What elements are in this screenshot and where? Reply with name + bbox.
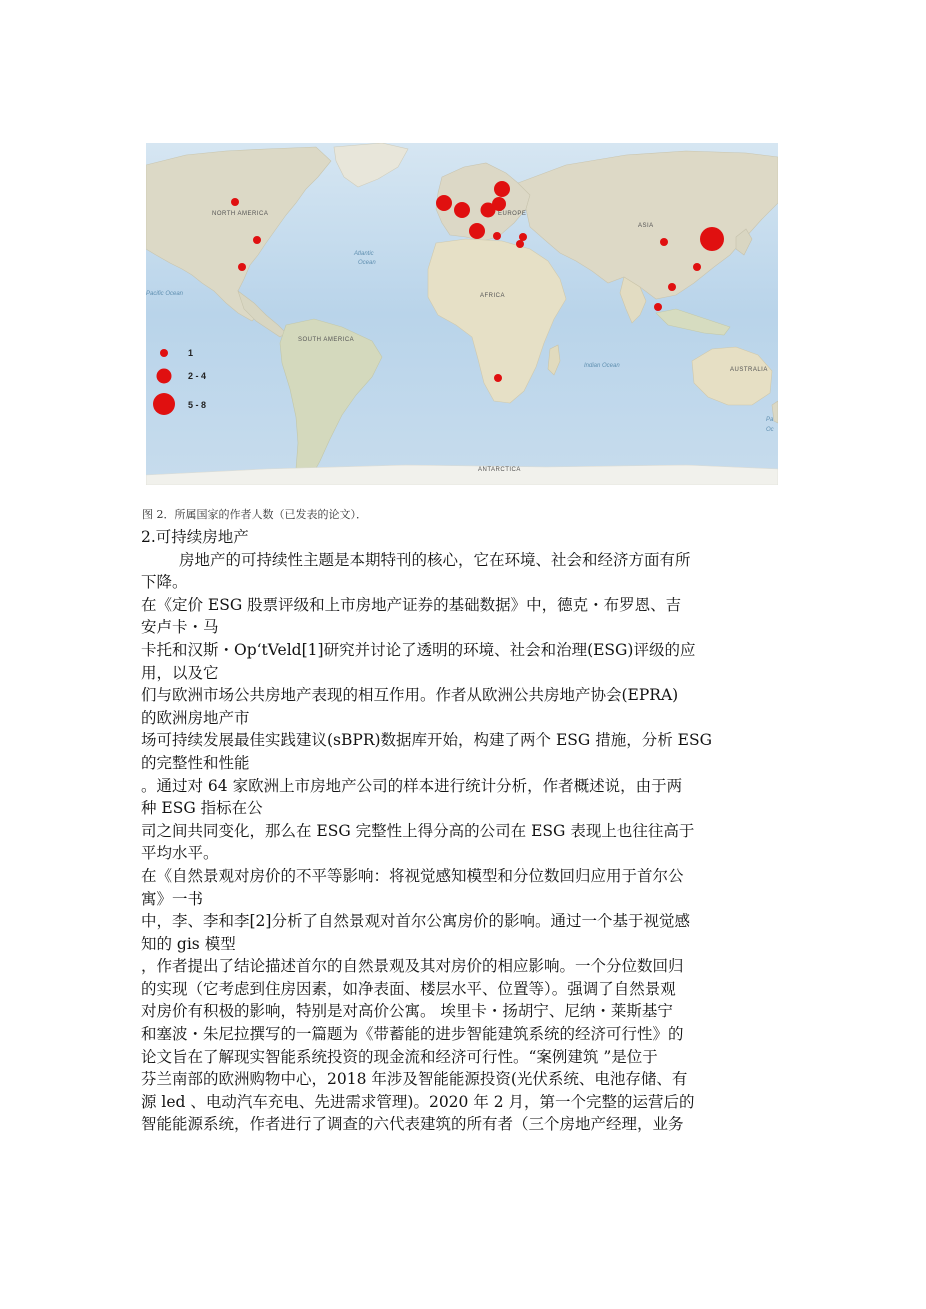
label-atlantic-ocean-2: Ocean	[358, 260, 376, 266]
marker	[436, 195, 452, 211]
label-south-america: SOUTH AMERICA	[298, 337, 355, 343]
legend-label-1: 1	[188, 348, 194, 358]
legend-label-3: 5 - 8	[188, 400, 207, 410]
legend-marker-medium	[157, 369, 172, 384]
marker	[516, 240, 524, 248]
paragraph-line: 种 ESG 指标在公	[141, 799, 263, 818]
marker	[700, 227, 724, 251]
marker	[519, 233, 527, 241]
body-text	[141, 526, 791, 1136]
paragraph-line: 芬兰南部的欧洲购物中心，2018 年涉及智能能源投资(光伏系统、电池存储、有	[141, 1070, 688, 1089]
marker	[469, 223, 485, 239]
paragraph-line: 卡托和汉斯・Op‘tVeld[1]研究并讨论了透明的环境、社会和治理(ESG)评级的应	[141, 640, 696, 659]
paragraph-line: 司之间共同变化，那么在 ESG 完整性上得分高的公司在 ESG 表现上也往往高于	[141, 821, 695, 840]
marker	[231, 198, 239, 206]
label-indian-ocean: Indian Ocean	[584, 363, 620, 369]
paragraph-line: 下降。	[141, 573, 188, 592]
paragraph-line: 。通过对 64 家欧洲上市房地产公司的样本进行统计分析，作者概述说，由于两	[141, 776, 683, 795]
marker	[668, 283, 676, 291]
marker	[494, 181, 510, 197]
paragraph-line: 知的 gis 模型	[141, 934, 236, 953]
marker	[654, 303, 662, 311]
paragraph-line: 们与欧洲市场公共房地产表现的相互作用。作者从欧洲公共房地产协会(EPRA)	[141, 686, 679, 705]
paragraph-line: 寓》一书	[141, 889, 204, 908]
section-heading: 2.可持续房地产	[141, 528, 249, 546]
paragraph-line: 的完整性和性能	[141, 753, 250, 772]
legend-label-2: 2 - 4	[188, 371, 207, 381]
paragraph-line: 场可持续发展最佳实践建议(sBPR)数据库开始，构建了两个 ESG 措施，分析 ESG	[141, 731, 712, 750]
world-map	[146, 143, 778, 485]
paragraph-line: 房地产的可持续性主题是本期特刊的核心，它在环境、社会和经济方面有所	[179, 550, 691, 569]
paragraph-line: 的实现（它考虑到住房因素，如净表面、楼层水平、位置等）。强调了自然景观	[141, 979, 676, 998]
paragraph-line: 和塞波・朱尼拉撰写的一篇题为《带蓄能的进步智能建筑系统的经济可行性》的	[141, 1025, 684, 1044]
marker	[494, 374, 502, 382]
paragraph-line: ，作者提出了结论描述首尔的自然景观及其对房价的相应影响。一个分位数回归	[141, 957, 684, 976]
label-north-america: NORTH AMERICA	[212, 211, 269, 217]
label-pacific-ocean: Pacific Ocean	[146, 291, 184, 297]
marker	[238, 263, 246, 271]
marker	[492, 197, 506, 211]
label-australia: AUSTRALIA	[730, 367, 768, 373]
paragraph-line: 用，以及它	[141, 663, 219, 682]
legend-marker-large	[153, 393, 175, 415]
marker	[660, 238, 668, 246]
label-europe: EUROPE	[498, 211, 527, 217]
figure-caption: 图 2．所属国家的作者人数（已发表的论文）．	[142, 508, 367, 521]
paragraph-line: 在《定价 ESG 股票评级和上市房地产证券的基础数据》中，德克・布罗恩、吉	[141, 595, 682, 614]
label-asia: ASIA	[638, 223, 654, 229]
paragraph-line: 源 led 、电动汽车充电、先进需求管理)。2020 年 2 月，第一个完整的运营后的	[141, 1092, 695, 1111]
label-antarctica: ANTARCTICA	[478, 467, 521, 473]
paragraph-line: 的欧洲房地产市	[141, 708, 250, 727]
label-africa: AFRICA	[480, 293, 506, 299]
legend-marker-small	[160, 349, 168, 357]
marker	[493, 232, 501, 240]
label-pacific-right-2: Oc	[766, 427, 774, 433]
paragraph-line: 中，李、李和李[2]分析了自然景观对首尔公寓房价的影响。通过一个基于视觉感	[141, 912, 690, 931]
world-map-figure	[146, 143, 778, 485]
paragraph-line: 对房价有积极的影响，特别是对高价公寓。 埃里卡・扬胡宁、尼纳・莱斯基宁	[141, 1002, 673, 1021]
label-atlantic-ocean: Atlantic	[354, 251, 374, 257]
paragraph-line: 智能能源系统，作者进行了调查的六代表建筑的所有者（三个房地产经理，业务	[141, 1115, 684, 1134]
paragraph-line: 平均水平。	[141, 844, 219, 863]
paragraph-line: 在《自然景观对房价的不平等影响：将视觉感知模型和分位数回归应用于首尔公	[141, 866, 684, 885]
paragraph-line: 论文旨在了解现实智能系统投资的现金流和经济可行性。“案例建筑 ”是位于	[141, 1047, 658, 1066]
marker	[454, 202, 470, 218]
marker	[253, 236, 261, 244]
paragraph-line: 安卢卡・马	[141, 618, 219, 637]
label-pacific-right: Pa	[766, 417, 774, 423]
marker	[693, 263, 701, 271]
